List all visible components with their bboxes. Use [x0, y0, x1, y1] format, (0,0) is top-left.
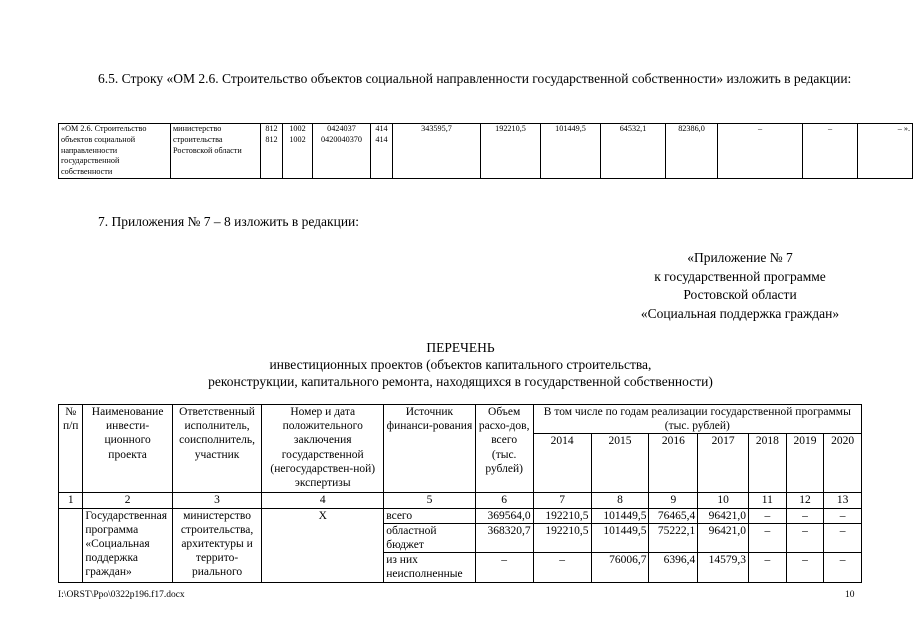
value-cell: – [475, 553, 533, 582]
value-cell: 101449,5 [591, 523, 649, 552]
vr-cell: 414 414 [371, 124, 393, 179]
title-line: реконструкции, капитального ремонта, находящихся в государственной собственности) [208, 374, 713, 389]
year-header: 2018 [749, 434, 787, 493]
value-cell: 14579,3 [698, 553, 749, 582]
col-number: 13 [824, 493, 862, 508]
value-cell: 192210,5 [533, 523, 591, 552]
appendix-line: «Приложение № 7 [687, 250, 793, 265]
column-number-row [59, 493, 862, 508]
value-cell: – [786, 523, 824, 552]
value-cell: – [824, 508, 862, 523]
col-number: 8 [591, 493, 649, 508]
col-num-header: № п/п [59, 405, 83, 493]
col-number: 3 [172, 493, 261, 508]
document-title [58, 339, 863, 390]
grbs-cell: 812 812 [261, 124, 283, 179]
value-cell: – [824, 523, 862, 552]
value-cell: 369564,0 [475, 508, 533, 523]
appendix-line: Ростовской области [683, 287, 797, 302]
rzpr-cell: 1002 1002 [283, 124, 313, 179]
value-cell: – [533, 553, 591, 582]
value-cell: – [749, 553, 787, 582]
om-name-cell: «ОМ 2.6. Строительство объектов социальной направленности государственной собственности [59, 124, 171, 179]
source-cell: всего [384, 508, 475, 523]
footer-file-path: I:\ORST\Ppo\0322p196.f17.docx [58, 590, 185, 600]
value-cell: 75222,1 [649, 523, 698, 552]
source-cell: областной бюджет [384, 523, 475, 552]
col-number: 5 [384, 493, 475, 508]
table-row [59, 508, 862, 523]
col-name-header: Наименование инвести-ционного проекта [83, 405, 172, 493]
table-row [59, 124, 913, 179]
appendix-header [560, 249, 920, 323]
value-cell: 76006,7 [591, 553, 649, 582]
value-cell: – ». [858, 124, 913, 179]
paragraph-6-5: 6.5. Строку «ОМ 2.6. Строительство объектов социальной направленности государственной собственности» изложить в редакции: [98, 71, 852, 86]
col-expert-header: Номер и дата положительного заключения государственной (негосударствен-ной) экспертизы [262, 405, 384, 493]
years-title-header: В том числе по годам реализации государственной программы (тыс. рублей) [533, 405, 861, 434]
value-cell: 192210,5 [481, 124, 541, 179]
year-header: 2014 [533, 434, 591, 493]
col-number: 9 [649, 493, 698, 508]
source-cell: из них неисполненные [384, 553, 475, 582]
col-number: 1 [59, 493, 83, 508]
csr-cell: 0424037 0420040370 [313, 124, 371, 179]
page-number: 10 [845, 590, 855, 600]
project-name-cell: Государственная программа «Социальная поддержка граждан» [83, 508, 172, 582]
year-header: 2015 [591, 434, 649, 493]
header-row [59, 405, 862, 434]
row-num-cell [59, 508, 83, 582]
col-number: 4 [262, 493, 384, 508]
year-header: 2016 [649, 434, 698, 493]
col-resp-header: Ответственный исполнитель, соисполнитель, участник [172, 405, 261, 493]
year-header: 2017 [698, 434, 749, 493]
col-number: 11 [749, 493, 787, 508]
value-cell: 192210,5 [533, 508, 591, 523]
value-cell: 101449,5 [591, 508, 649, 523]
year-header: 2019 [786, 434, 824, 493]
value-cell: 101449,5 [541, 124, 601, 179]
om-responsible-cell: министерство строительства Ростовской области [171, 124, 261, 179]
om-2-6-table [58, 123, 913, 179]
col-number: 10 [698, 493, 749, 508]
col-source-header: Источник финанси-рования [384, 405, 475, 493]
responsible-cell: министерство строительства, архитектуры и террито-риального [172, 508, 261, 582]
col-number: 2 [83, 493, 172, 508]
expert-cell: Х [262, 508, 384, 582]
value-cell: 96421,0 [698, 508, 749, 523]
year-header: 2020 [824, 434, 862, 493]
value-cell: – [749, 508, 787, 523]
value-cell: 64532,1 [601, 124, 666, 179]
value-cell: – [749, 523, 787, 552]
col-number: 7 [533, 493, 591, 508]
value-cell: – [786, 553, 824, 582]
appendix-line: к государственной программе [654, 268, 826, 284]
paragraph-7: 7. Приложения № 7 – 8 изложить в редакции: [98, 214, 360, 229]
title-line: ПЕРЕЧЕНЬ [426, 340, 495, 355]
value-cell: 96421,0 [698, 523, 749, 552]
title-line: инвестиционных проектов (объектов капитального строительства, [269, 357, 652, 372]
value-cell: – [786, 508, 824, 523]
value-cell: – [718, 124, 803, 179]
value-cell: 368320,7 [475, 523, 533, 552]
col-number: 12 [786, 493, 824, 508]
value-cell: – [803, 124, 858, 179]
value-cell: 343595,7 [393, 124, 481, 179]
col-number: 6 [475, 493, 533, 508]
value-cell: – [824, 553, 862, 582]
appendix-line: «Социальная поддержка граждан» [640, 305, 840, 321]
investment-projects-table [58, 404, 862, 583]
col-volume-header: Объем расхо-дов, всего (тыс. рублей) [475, 405, 533, 493]
value-cell: 6396,4 [649, 553, 698, 582]
value-cell: 76465,4 [649, 508, 698, 523]
value-cell: 82386,0 [666, 124, 718, 179]
